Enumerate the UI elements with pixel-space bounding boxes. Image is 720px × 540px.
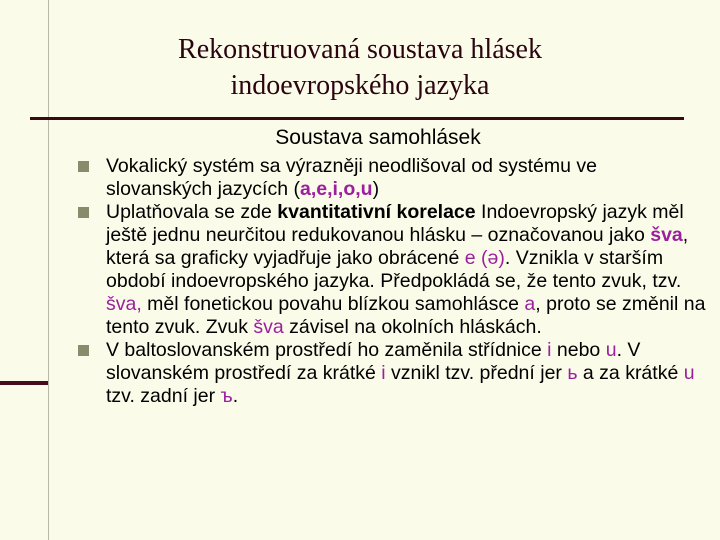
square-bullet-icon <box>78 207 89 218</box>
bullet-text <box>106 155 597 200</box>
text-run: ) <box>372 178 380 200</box>
highlighted-text: a <box>524 293 536 315</box>
bullet-item-3 <box>78 339 708 408</box>
left-accent-bar <box>0 381 48 385</box>
highlighted-text: šva <box>253 316 284 338</box>
highlighted-text: ъ <box>220 385 233 407</box>
bullet-item-2 <box>78 201 708 339</box>
text-run: Indoevropský jazyk měl ještě jednu neurčitou redukovanou hlásku – označovanou jako <box>106 201 684 246</box>
bullet-list <box>78 155 708 408</box>
bullet-text <box>106 201 705 338</box>
highlighted-text: i <box>381 362 386 384</box>
text-run: Uplatňovala se zde <box>106 201 278 223</box>
highlighted-text: šva <box>650 224 683 246</box>
square-bullet-icon <box>78 345 89 356</box>
text-run: a za krátké <box>577 362 684 384</box>
text-run: tzv. zadní jer <box>106 385 221 407</box>
text-run: , proto se změnil na tento zvuk. Zvuk <box>106 293 706 338</box>
highlighted-text: ь <box>567 362 578 384</box>
highlighted-text: e (ə) <box>464 247 505 269</box>
title-underline <box>30 117 684 120</box>
slide-title <box>48 32 672 104</box>
section-heading: Soustava samohlásek <box>275 126 481 149</box>
slide-title-line-2: indoevropského jazyka <box>230 70 490 101</box>
highlighted-text: a,e,i,o,u <box>299 178 373 200</box>
square-bullet-icon <box>78 161 89 172</box>
highlighted-text: u <box>605 339 617 361</box>
text-run: . V slovanském prostředí za krátké <box>106 339 641 384</box>
text-run: . Vznikla v starším období indoevropského jazyka. Předpokládá se, že tento zvuk, tzv. <box>106 247 682 292</box>
text-run: Vokalický systém sa výrazněji neodlišoval od systému ve slovanských jazycích ( <box>106 155 597 200</box>
text-run: závisel na okolních hláskách. <box>283 316 542 338</box>
highlighted-text: u <box>683 362 695 384</box>
text-run: nebo <box>551 339 606 361</box>
text-run: , která sa graficky vyjadřuje jako obrácené <box>106 224 689 269</box>
bullet-item-1 <box>78 155 708 201</box>
highlighted-text: i <box>547 339 552 361</box>
text-run: . <box>232 385 239 407</box>
slide-title-line-1: Rekonstruovaná soustava hlásek <box>178 34 542 65</box>
bold-text: kvantitativní korelace <box>277 201 476 223</box>
highlighted-text: šva, <box>106 293 142 315</box>
bullet-text <box>106 339 695 407</box>
text-run: měl fonetickou povahu blízkou samohlásce <box>141 293 525 315</box>
text-run: V baltoslovanském prostředí ho zaměnila střídnice <box>106 339 548 361</box>
text-run: vznikl tzv. přední jer <box>385 362 568 384</box>
